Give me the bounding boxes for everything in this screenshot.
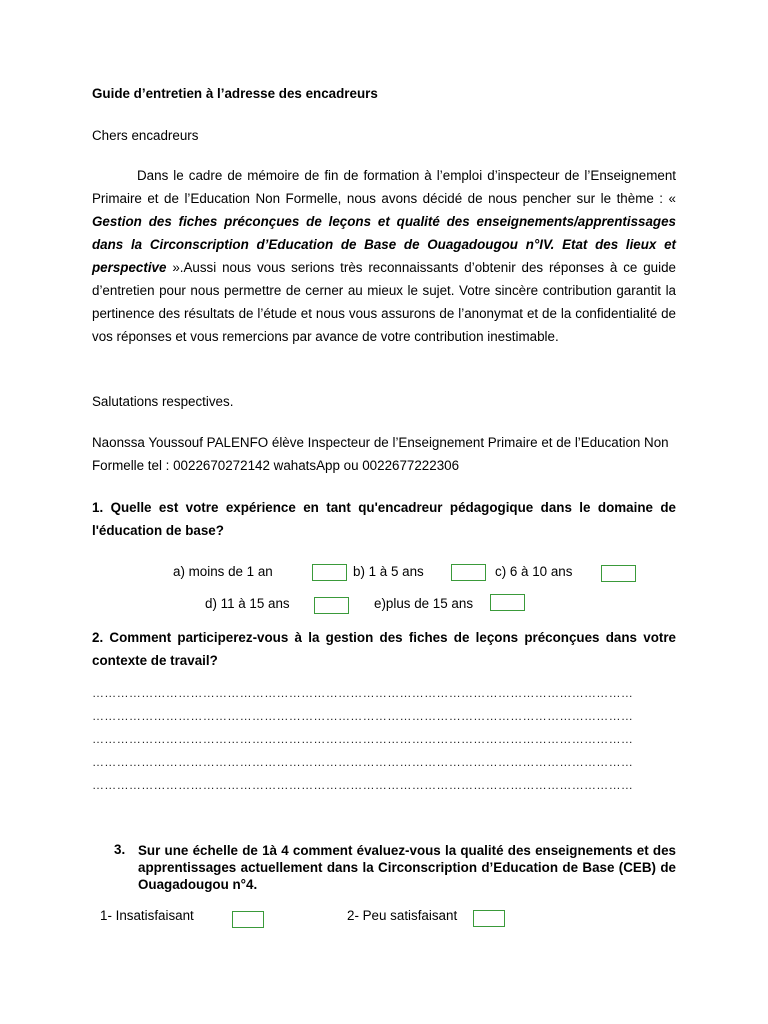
question-3-number: 3. xyxy=(114,842,126,857)
q2-answer-line-4[interactable]: …………………………………………………………………………………………………………………… xyxy=(92,755,634,769)
q1-option-e-label: e)plus de 15 ans xyxy=(374,596,474,611)
salutation: Chers encadreurs xyxy=(92,128,199,143)
q3-option-2-label: 2- Peu satisfaisant xyxy=(347,908,458,923)
q1-option-e-checkbox[interactable] xyxy=(490,594,525,611)
q1-option-d-checkbox[interactable] xyxy=(314,597,349,614)
q1-option-c-label: c) 6 à 10 ans xyxy=(495,564,573,579)
q2-answer-line-2[interactable]: …………………………………………………………………………………………………………………… xyxy=(92,709,634,723)
author-signature: Naonssa Youssouf PALENFO élève Inspecteur de l’Enseignement Primaire et de l’Education Non Formelle tel : 0022670272142 wahatsApp ou 0022677222306 xyxy=(92,435,669,473)
intro-paragraph xyxy=(92,164,676,348)
study-theme: Gestion des fiches préconçues de leçons et qualité des enseignements/apprentissages dans la Circonscription d’Education de Base de Ouagadougou n°IV. Etat des lieux et perspective xyxy=(92,214,676,275)
intro-part2: ».Aussi nous vous serions très reconnaissants d’obtenir des réponses à ce guide d’entretien pour nous permettre de cerner au mieux le sujet. Votre sincère contribution garantit la pertinence des résultats de l’étude et nous vous assurons de l’anonymat et de la confidentialité de vos réponses et vous remercions par avance de votre contribution inestimable. xyxy=(92,260,676,344)
question-2: 2. Comment participerez-vous à la gestion des fiches de leçons préconçues dans votre contexte de travail? xyxy=(92,630,676,668)
q2-answer-line-3[interactable]: …………………………………………………………………………………………………………………… xyxy=(92,732,634,746)
intro-part1: Dans le cadre de mémoire de fin de formation à l’emploi d’inspecteur de l’Enseignement Primaire et de l’Education Non Formelle, nous avons décidé de nous pencher sur le thème : « xyxy=(92,168,676,206)
q1-option-c-checkbox[interactable] xyxy=(601,565,636,582)
q3-option-2-checkbox[interactable] xyxy=(473,910,505,927)
q1-option-b-label: b) 1 à 5 ans xyxy=(353,564,424,579)
q3-option-1-label: 1- Insatisfaisant xyxy=(100,908,194,923)
closing-salutation: Salutations respectives. xyxy=(92,394,234,409)
question-3: Sur une échelle de 1à 4 comment évaluez-vous la qualité des enseignements et des apprentissages actuellement dans la Circonscription d’Education de Base (CEB) de Ouagadougou n°4. xyxy=(138,843,676,892)
q1-option-a-checkbox[interactable] xyxy=(312,564,347,581)
question-1: 1. Quelle est votre expérience en tant qu'encadreur pédagogique dans le domaine de l'éducation de base? xyxy=(92,500,676,538)
q2-answer-line-5[interactable]: …………………………………………………………………………………………………………………… xyxy=(92,778,634,792)
q1-option-d-label: d) 11 à 15 ans xyxy=(205,596,290,611)
document-title: Guide d’entretien à l’adresse des encadreurs xyxy=(92,86,378,101)
q3-option-1-checkbox[interactable] xyxy=(232,911,264,928)
q1-option-b-checkbox[interactable] xyxy=(451,564,486,581)
q1-option-a-label: a) moins de 1 an xyxy=(173,564,273,579)
q2-answer-line-1[interactable]: …………………………………………………………………………………………………………………… xyxy=(92,686,634,700)
